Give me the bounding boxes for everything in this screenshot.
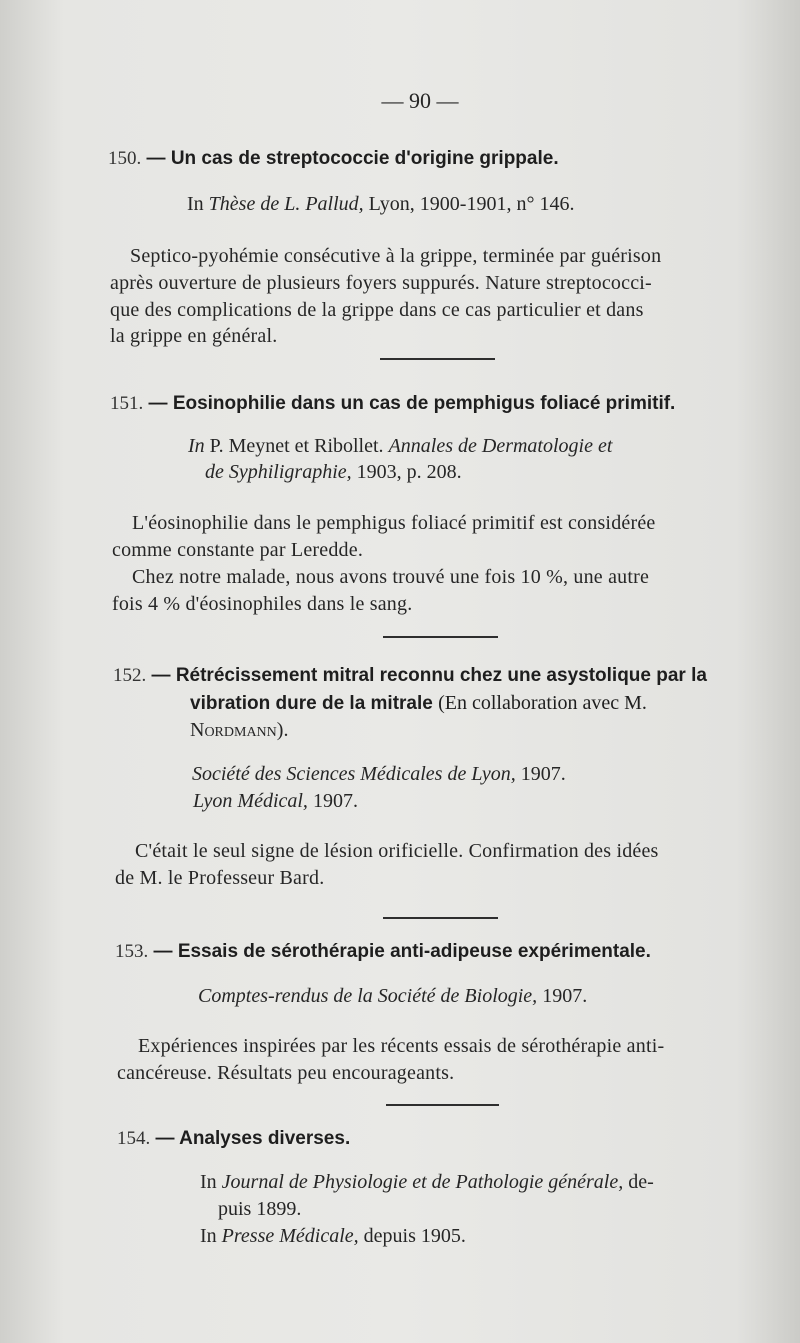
entry-152-reference-1 (192, 763, 566, 786)
entry-number: 153. (115, 941, 149, 962)
entry-152-body-line: de M. le Professeur Bard. (115, 867, 325, 889)
entry-151-body-line: comme constante par Leredde. (112, 539, 364, 561)
entry-151-body-line: L'éosinophilie dans le pemphigus foliacé primitif est considérée (132, 512, 656, 534)
ref-prefix: In (187, 193, 204, 215)
entry-dash: — (155, 1128, 175, 1149)
entry-number: 150. (108, 148, 142, 169)
section-divider (383, 917, 498, 919)
entry-152-body-line: C'était le seul signe de lésion orificielle. Confirmation des idées (135, 840, 659, 862)
entry-153-body-line: cancéreuse. Résultats peu encourageants. (117, 1062, 455, 1084)
page-number: — 90 — (381, 88, 459, 113)
ref-details: 1907. (312, 790, 358, 812)
ref-source: de Syphiligraphie, (205, 461, 352, 483)
section-divider (386, 1104, 499, 1106)
collaborator-name: Nordmann). (190, 719, 289, 741)
entry-151-reference-line2 (205, 461, 462, 484)
entry-152-title (113, 665, 707, 687)
ref-details: depuis 1905. (363, 1225, 466, 1247)
entry-dash: — (151, 665, 171, 686)
section-divider (380, 358, 495, 360)
entry-title-text: Un cas de streptococcie d'origine grippale. (170, 148, 559, 169)
entry-153-body-line: Expériences inspirées par les récents essais de sérothérapie anti- (138, 1035, 665, 1057)
entry-150-body-line: Septico-pyohémie consécutive à la grippe, terminée par guérison (130, 245, 662, 267)
ref-source: Thèse de L. Pallud, (208, 193, 364, 215)
ref-source: Lyon Médical, (193, 790, 308, 812)
entry-151-title (110, 393, 675, 415)
entry-150-body-line: la grippe en général. (110, 325, 278, 347)
entry-title-text: Essais de sérothérapie anti-adipeuse expérimentale. (177, 941, 651, 962)
entry-collaboration-note: (En collaboration avec M. (438, 692, 647, 714)
ref-source: Société des Sciences Médicales de Lyon, (192, 763, 516, 785)
entry-number: 152. (113, 665, 147, 686)
entry-150-title (108, 148, 559, 170)
entry-title-text: vibration dure de la mitrale (190, 693, 433, 714)
entry-152-collaborator (190, 719, 288, 742)
ref-source: Presse Médicale, (221, 1225, 359, 1247)
entry-dash: — (146, 148, 166, 169)
entry-150-body-line: que des complications de la grippe dans ce cas particulier et dans (110, 299, 644, 321)
entry-150-reference (187, 193, 574, 216)
ref-prefix: In (200, 1225, 217, 1247)
entry-154-reference-1-line2: puis 1899. (218, 1198, 302, 1220)
entry-number: 151. (110, 393, 144, 414)
entry-title-text: Rétrécissement mitral reconnu chez une asystolique par la (175, 665, 707, 686)
ref-details: Lyon, 1900-1901, n° 146. (368, 193, 575, 215)
entry-151-body-line: fois 4 % d'éosinophiles dans le sang. (112, 593, 413, 615)
entry-152-reference-2 (193, 790, 358, 813)
ref-authors: P. Meynet et Ribollet. (209, 435, 384, 457)
entry-number: 154. (117, 1128, 151, 1149)
entry-153-reference (198, 985, 587, 1008)
entry-154-title (117, 1128, 350, 1150)
entry-dash: — (153, 941, 173, 962)
entry-150-body-line: après ouverture de plusieurs foyers suppurés. Nature streptococci- (110, 272, 652, 294)
entry-154-reference-1 (200, 1171, 654, 1194)
section-divider (383, 636, 498, 638)
entry-152-title-line2 (190, 692, 647, 715)
ref-prefix: In (200, 1171, 217, 1193)
ref-details: 1907. (542, 985, 588, 1007)
entry-153-title (115, 941, 651, 963)
ref-source: Comptes-rendus de la Société de Biologie, (198, 985, 538, 1007)
entry-151-body-line: Chez notre malade, nous avons trouvé une fois 10 %, une autre (132, 566, 650, 588)
entry-154-reference-2 (200, 1225, 466, 1248)
entry-dash: — (148, 393, 168, 414)
ref-details: 1907. (520, 763, 566, 785)
entry-title-text: Analyses diverses. (179, 1128, 351, 1149)
ref-details: 1903, p. 208. (356, 461, 462, 483)
ref-details: de- (628, 1171, 654, 1193)
entry-151-reference (188, 435, 612, 458)
entry-title-text: Eosinophilie dans un cas de pemphigus foliacé primitif. (172, 393, 676, 414)
ref-prefix: In (188, 435, 205, 457)
ref-source: Journal de Physiologie et de Pathologie générale, (221, 1171, 624, 1193)
ref-source: Annales de Dermatologie et (388, 435, 613, 457)
